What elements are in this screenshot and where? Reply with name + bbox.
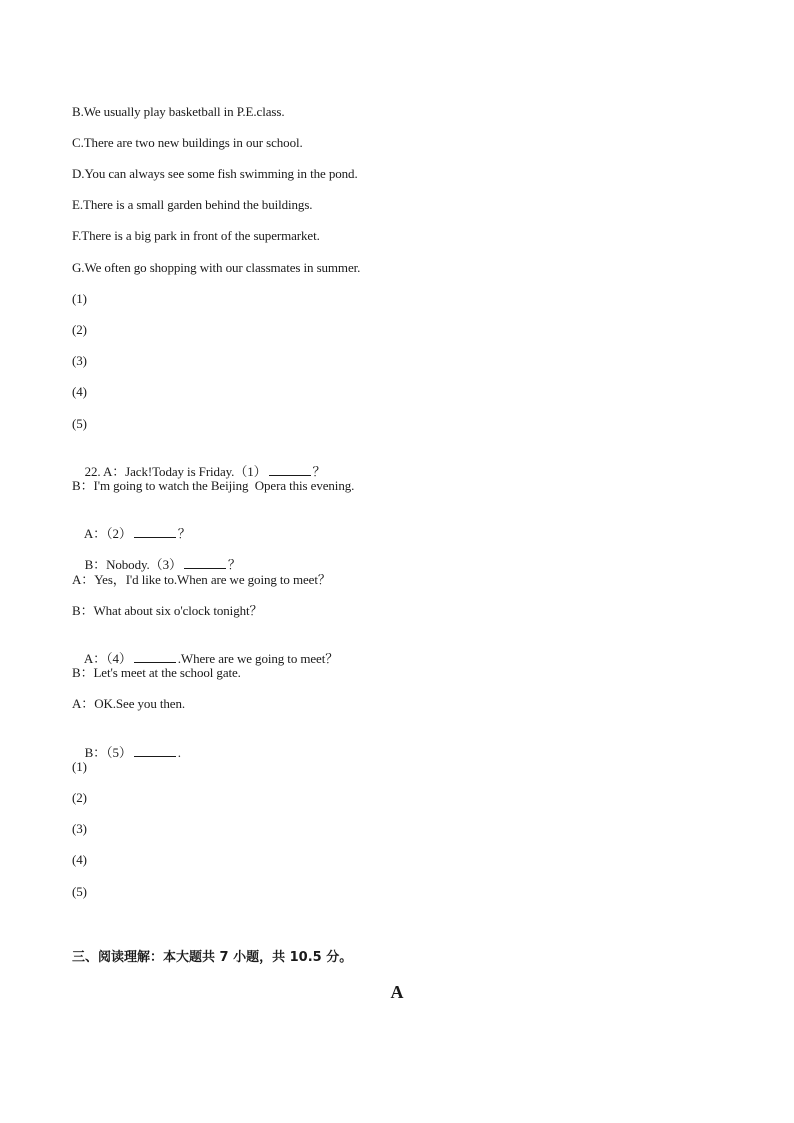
- dialogue-text: A：（2）: [83, 526, 132, 541]
- blank-2[interactable]: [134, 525, 176, 538]
- option-b: B.We usually play basketball in P.E.class.: [72, 104, 285, 119]
- option-g: G.We often go shopping with our classmates in summer.: [72, 260, 361, 275]
- dialogue-text: .Where are we going to meet？: [177, 651, 339, 666]
- answer-21-3: (3): [72, 353, 87, 368]
- option-c: C.There are two new buildings in our school.: [72, 135, 303, 150]
- answer-22-4: (4): [72, 852, 87, 867]
- section-heading: 三、阅读理解：本大题共 7 小题，共 10.5 分。: [72, 950, 353, 965]
- blank-5[interactable]: [134, 744, 176, 757]
- dialogue-line-2: B：I'm going to watch the Beijing Opera this evening.: [72, 478, 355, 493]
- dialogue-line-9: A：OK.See you then.: [72, 696, 186, 711]
- dialogue-text: A：（4）: [83, 651, 132, 666]
- dialogue-line-10: [72, 728, 181, 777]
- dialogue-line-5: A：Yes，I'd like to.When are we going to meet？: [72, 572, 331, 587]
- option-d: D.You can always see some fish swimming in the pond.: [72, 166, 358, 181]
- dialogue-text: ？: [312, 464, 326, 479]
- blank-4[interactable]: [134, 650, 176, 663]
- answer-21-2: (2): [72, 322, 87, 337]
- blank-3[interactable]: [184, 556, 226, 569]
- answer-22-3: (3): [72, 821, 87, 836]
- answer-22-5: (5): [72, 884, 87, 899]
- dialogue-line-8: B：Let's meet at the school gate.: [72, 665, 241, 680]
- answer-22-1: (1): [72, 759, 87, 774]
- answer-21-4: (4): [72, 384, 87, 399]
- dialogue-text: ？: [227, 557, 241, 572]
- dialogue-text: B：（5）: [84, 745, 132, 760]
- dialogue-text: .: [177, 745, 181, 760]
- option-e: E.There is a small garden behind the buildings.: [72, 197, 313, 212]
- answer-21-5: (5): [72, 416, 87, 431]
- dialogue-text: B：Nobody.（3）: [84, 557, 182, 572]
- answer-21-1: (1): [72, 291, 87, 306]
- dialogue-line-6: B：What about six o'clock tonight？: [72, 603, 263, 618]
- passage-heading: A: [390, 982, 404, 1002]
- blank-1[interactable]: [269, 463, 311, 476]
- answer-22-2: (2): [72, 790, 87, 805]
- dialogue-text: ？: [177, 526, 191, 541]
- dialogue-text: 22. A：Jack!Today is Friday.（1）: [84, 464, 267, 479]
- option-f: F.There is a big park in front of the supermarket.: [72, 228, 320, 243]
